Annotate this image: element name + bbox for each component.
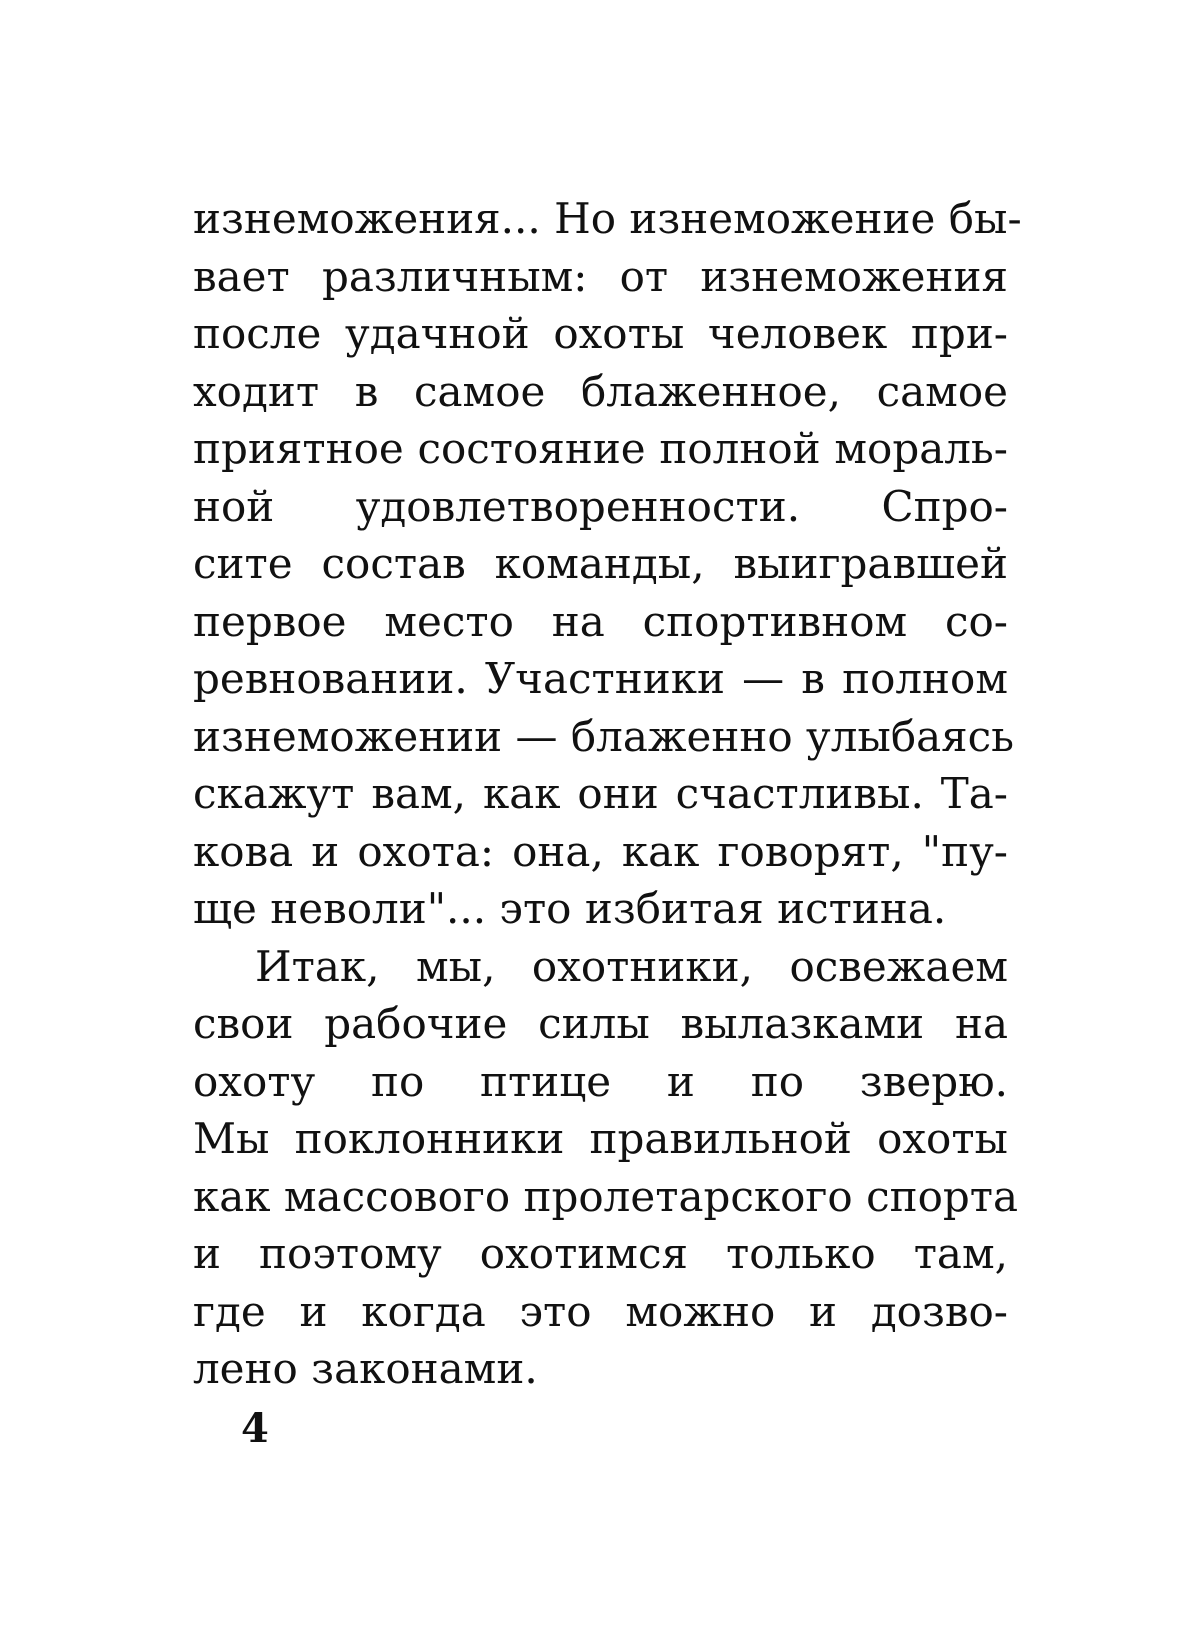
text-line: и поэтому охотимся только там, xyxy=(193,1229,1008,1278)
text-line: свои рабочие силы вылазками на xyxy=(193,999,1008,1048)
text-line: приятное состояние полной мораль- xyxy=(193,424,1008,473)
text-line: ще неволи"... это избитая истина. xyxy=(193,884,947,933)
text-line: сите состав команды, выигравшей xyxy=(193,539,1008,588)
page-number: 4 xyxy=(241,1405,269,1452)
text-line: ходит в самое блаженное, самое xyxy=(193,366,1008,416)
paragraph-2 xyxy=(193,938,1019,1398)
text-line: изнеможения... Но изнеможение бы- xyxy=(193,194,1022,243)
text-line: лено законами. xyxy=(193,1344,538,1393)
body-text xyxy=(193,190,1022,1398)
text-line: кова и охота: она, как говорят, "пу- xyxy=(193,826,1008,876)
text-line: как массового пролетарского спорта xyxy=(193,1171,1019,1221)
text-line: скажут вам, как они счастливы. Та- xyxy=(193,769,1008,818)
text-line: после удачной охоты человек при- xyxy=(193,309,1008,358)
text-line: охоту по птице и по зверю. xyxy=(193,1056,1008,1106)
text-line: где и когда это можно и дозво- xyxy=(193,1286,1008,1336)
text-line: Мы поклонники правильной охоты xyxy=(193,1114,1008,1163)
text-line: вает различным: от изнеможения xyxy=(193,251,1008,301)
text-line: ной удовлетворенности. Спро- xyxy=(193,481,1008,531)
text-line: первое место на спортивном со- xyxy=(193,596,1008,646)
text-line: Итак, мы, охотники, освежаем xyxy=(255,941,1008,991)
text-line: ревновании. Участники — в полном xyxy=(193,654,1008,703)
text-line: изнеможении — блаженно улыбаясь xyxy=(193,711,1015,761)
paragraph-1 xyxy=(193,190,1022,938)
